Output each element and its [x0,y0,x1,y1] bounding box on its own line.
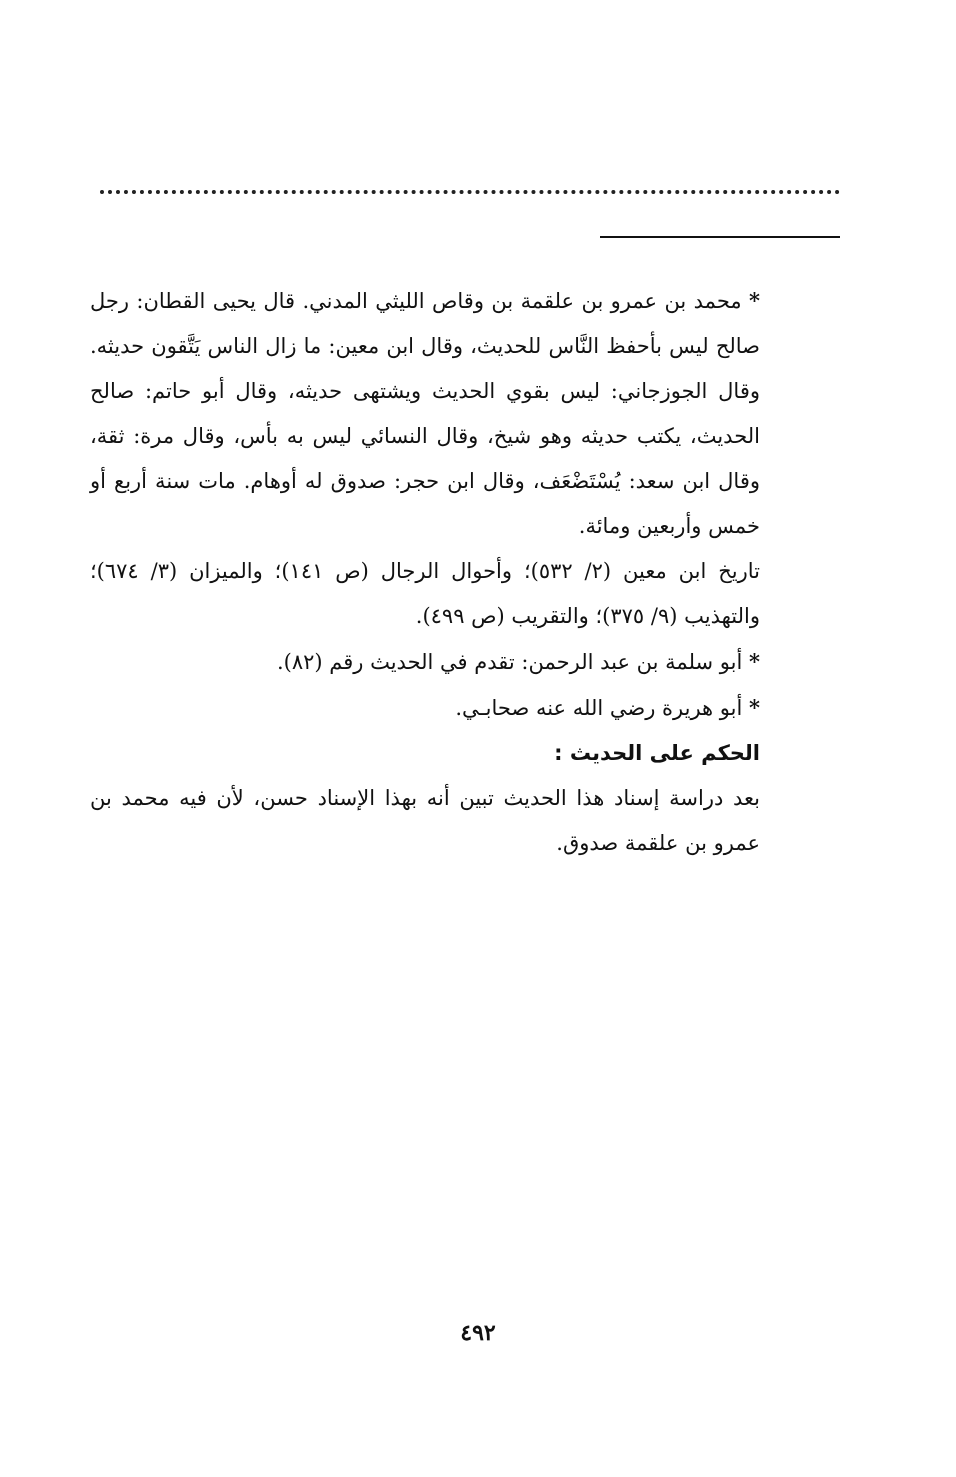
footnote-rule [600,236,840,238]
narrator-entry-abu-hurayra [90,685,760,731]
ruling-heading: الحكم على الحديث : [554,741,760,765]
page-body [90,278,760,866]
narrator-text: محمد بن عمرو بن علقمة بن وقاص الليثي المدني. قال يحيى القطان: رجل صالح ليس بأحفظ النَّاس للحديث، وقال ابن معين: ما زال الناس يَتَّقون حديثه. وقال الجوزجاني: ليس بقوي الحديث ويشتهى حديثه، وقال أبو حاتم: صالح الحديث، يكتب حديثه وهو شيخ، وقال النسائي ليس به بأس، وقال مرة: ثقة، وقال ابن سعد: يُسْتَضْعَف، وقال ابن حجر: صدوق له أوهام. مات سنة أربع أو خمس وأربعين ومائة. [90,289,760,538]
narrator-sources: تاريخ ابن معين (٢/ ٥٣٢)؛ وأحوال الرجال (ص ١٤١)؛ والميزان (٣/ ٦٧٤)؛ والتهذيب (٩/ ٣٧٥)؛ والتقريب (ص ٤٩٩). [90,559,760,628]
ruling-text: بعد دراسة إسناد هذا الحديث تبين أنه بهذا الإسناد حسن، لأن فيه محمد بن عمرو بن علقمة صدوق. [90,786,760,855]
dotted-separator [100,190,840,194]
page-number: ٤٩٢ [460,1320,496,1346]
narrator-text: أبو هريرة رضي الله عنه صحابـي. [455,696,743,720]
asterisk-bullet: * [749,649,760,674]
narrator-text: أبو سلمة بن عبد الرحمن: تقدم في الحديث رقم (٨٢). [276,650,743,674]
asterisk-bullet: * [749,695,760,720]
narrator-entry-muhammad [90,278,760,549]
narrator-entry-abu-salama [90,639,760,685]
asterisk-bullet: * [749,288,760,313]
